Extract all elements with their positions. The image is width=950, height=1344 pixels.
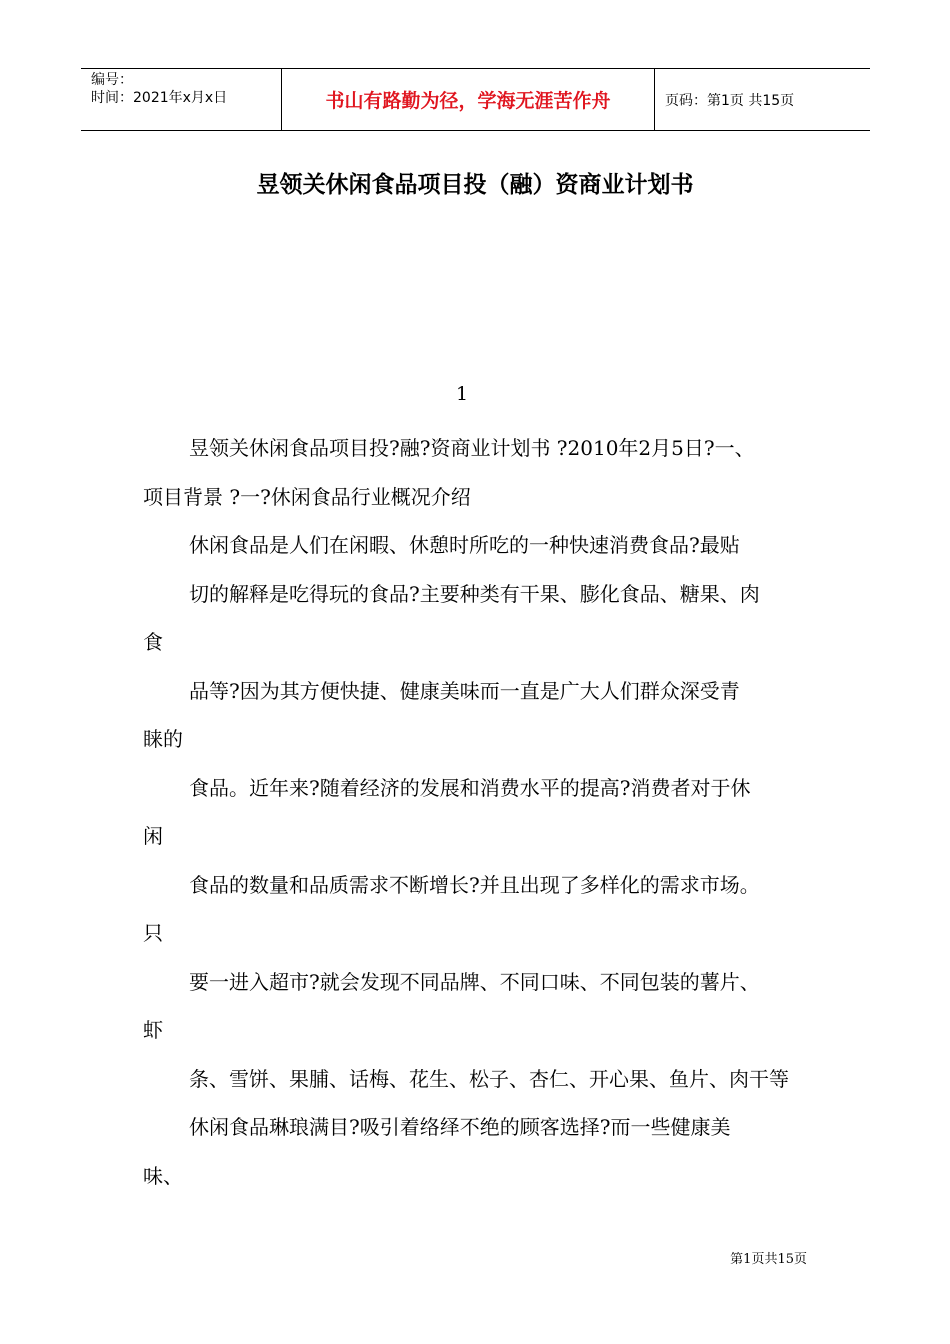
document-body — [143, 424, 833, 1200]
time-label: 时间：2021年x月x日 — [91, 90, 228, 106]
body-line: 味、 — [143, 1163, 183, 1188]
body-line: 项目背景 ?一?休闲食品行业概况介绍 — [143, 484, 471, 509]
body-line: 休闲食品是人们在闲暇、休憩时所吃的一种快速消费食品?最贴 — [189, 533, 740, 557]
page-number: 1 — [455, 383, 469, 405]
body-line: 只 — [143, 921, 163, 945]
serial-label: 编号： — [91, 72, 133, 88]
header-page-info: 页码：第1页 共15页 — [665, 92, 795, 109]
body-line: 要一进入超市?就会发现不同品牌、不同口味、不同包装的薯片、 — [189, 969, 760, 994]
body-line: 食品的数量和品质需求不断增长?并且出现了多样化的需求市场。 — [189, 872, 760, 897]
body-line: 昱领关休闲食品项目投?融?资商业计划书 ?2010年2月5日?一、 — [189, 436, 755, 460]
body-line: 闲 — [143, 824, 163, 848]
body-line: 品等?因为其方便快捷、健康美味而一直是广大人们群众深受青 — [189, 678, 740, 703]
body-line: 条、雪饼、果脯、话梅、花生、松子、杏仁、开心果、鱼片、肉干等 — [189, 1066, 789, 1091]
body-line: 食 — [143, 630, 163, 654]
document-title: 昱领关休闲食品项目投（融）资商业计划书 — [256, 172, 694, 198]
body-line: 虾 — [143, 1018, 163, 1042]
body-line: 食品。近年来?随着经济的发展和消费水平的提高?消费者对于休 — [189, 775, 751, 800]
document-header — [81, 68, 870, 131]
footer-page-info: 第1页共15页 — [730, 1252, 807, 1267]
header-meta-cell — [81, 69, 282, 130]
header-motto: 书山有路勤为径，学海无涯苦作舟 — [282, 69, 655, 130]
body-line: 睐的 — [143, 727, 183, 751]
body-line: 休闲食品琳琅满目?吸引着络绎不绝的顾客选择?而一些健康美 — [189, 1115, 731, 1139]
body-line: 切的解释是吃得玩的食品?主要种类有干果、膨化食品、糖果、肉 — [189, 581, 760, 606]
